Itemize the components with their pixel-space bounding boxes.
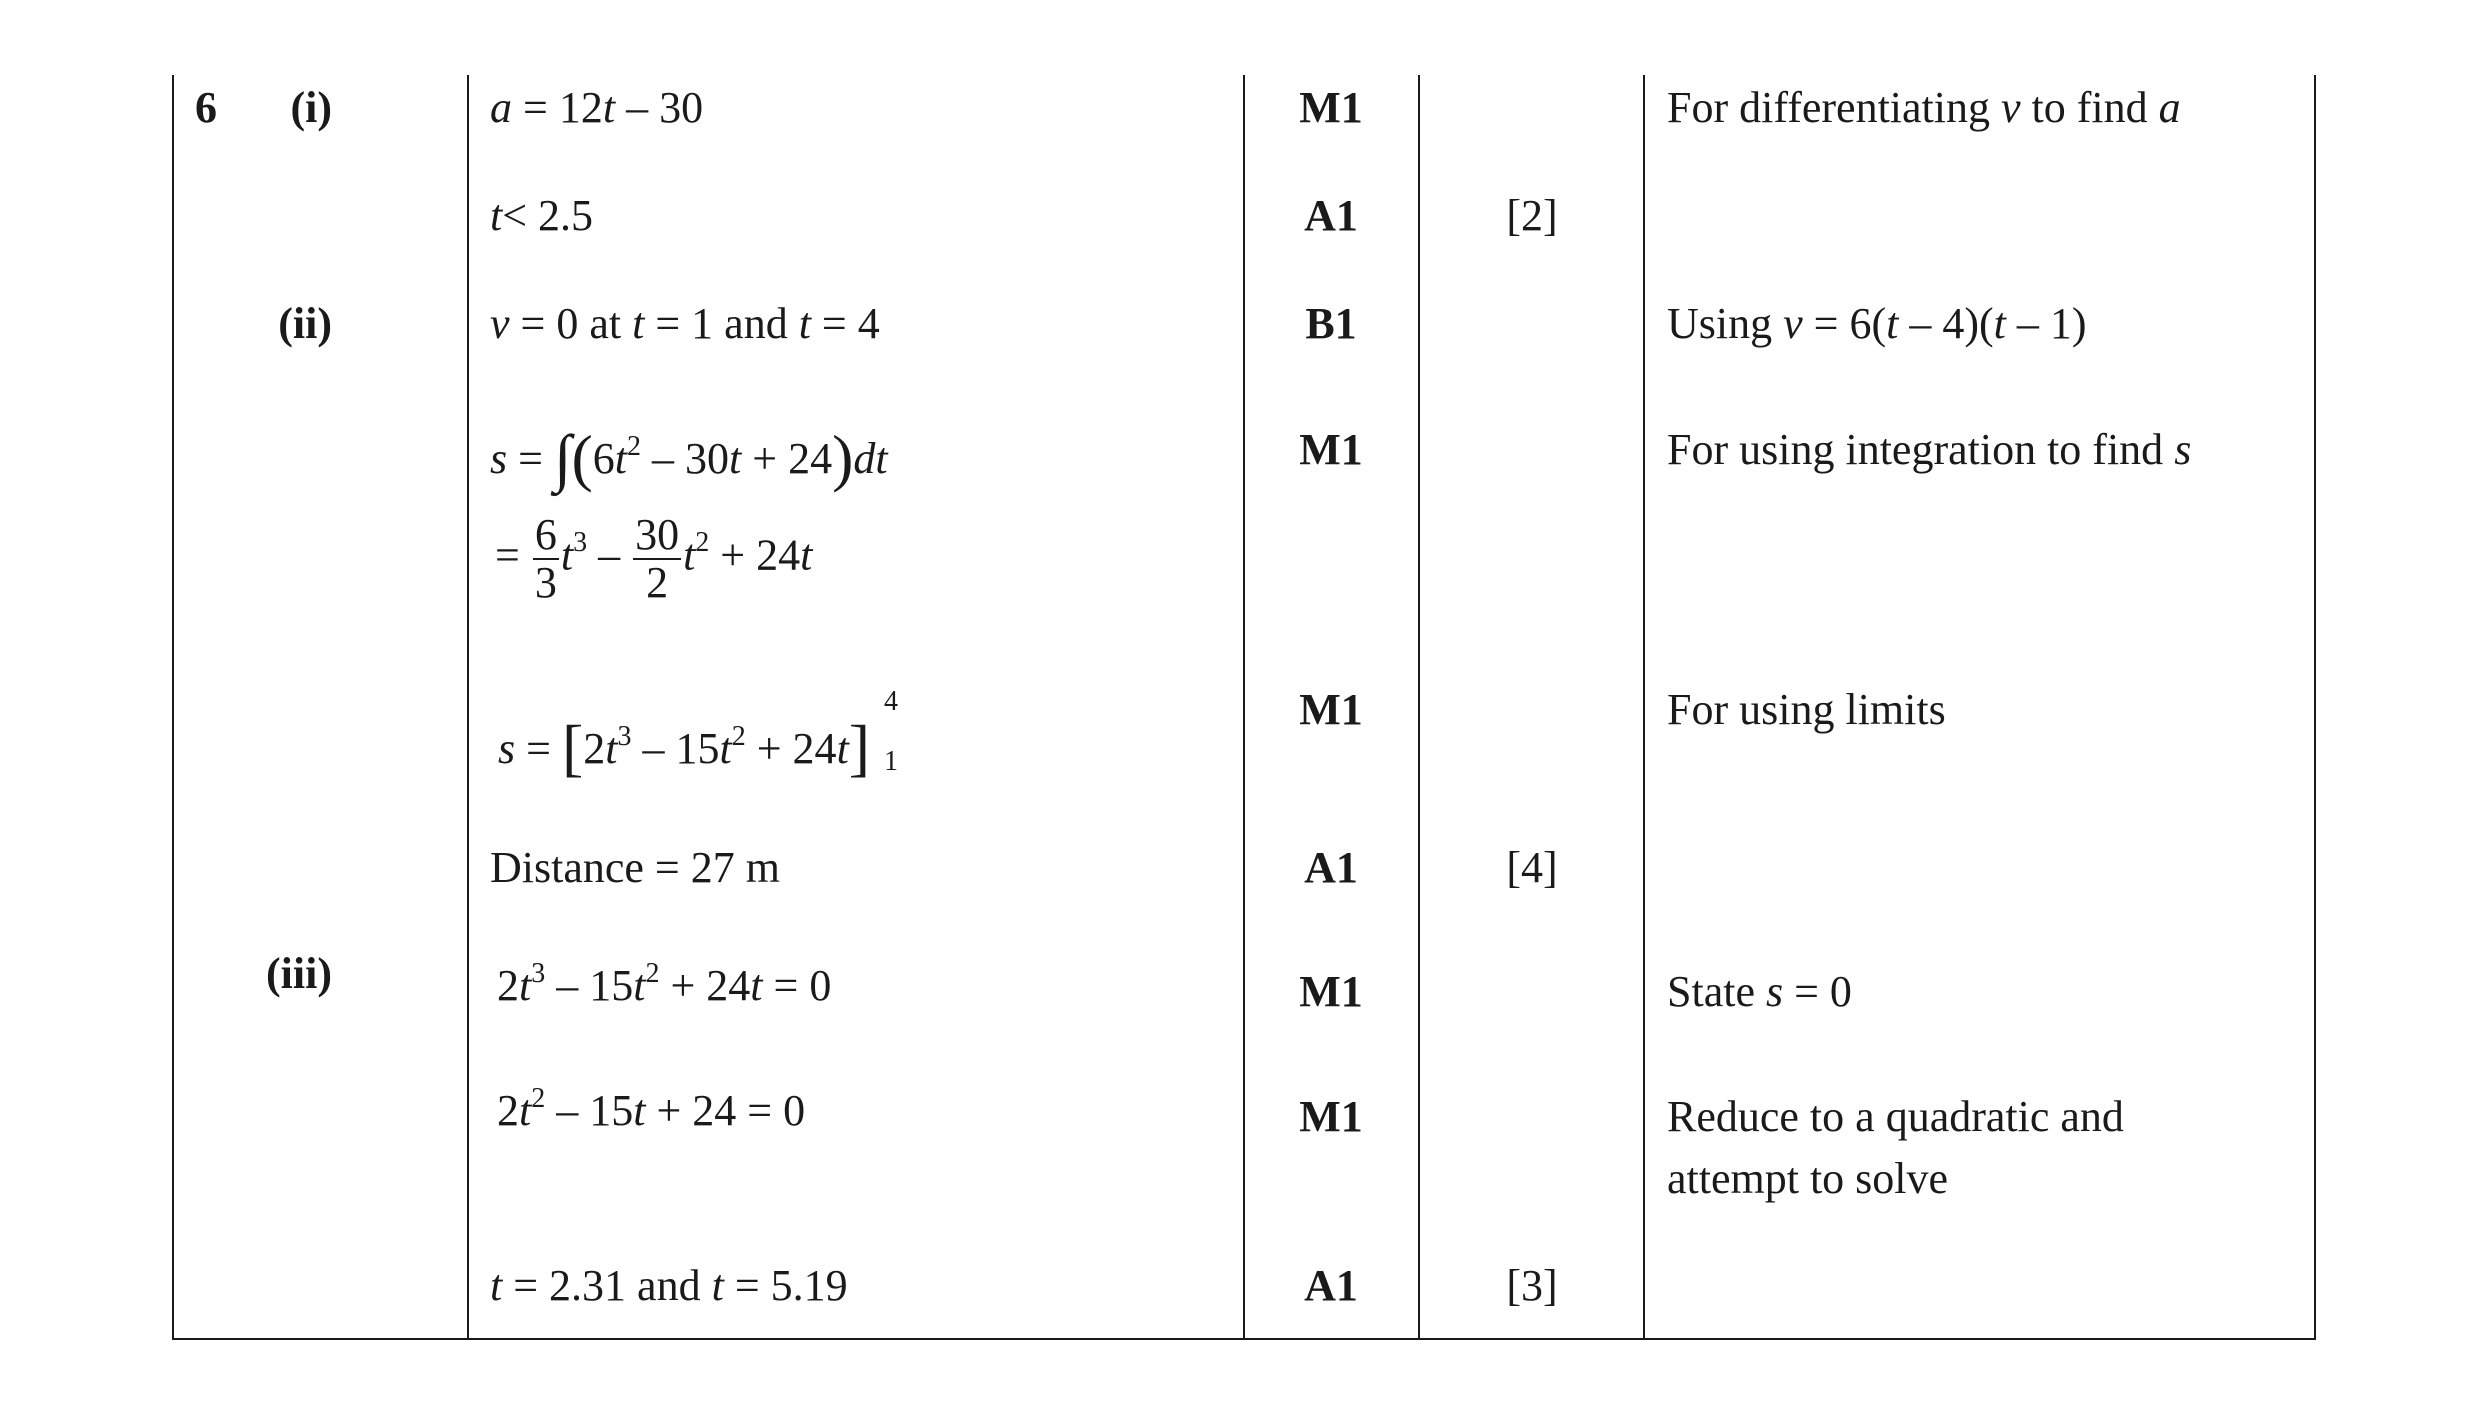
working-row-10: t = 2.31 and t = 5.19 [490, 1261, 848, 1310]
guidance-row-1: For differentiating v to find a [1667, 83, 2181, 132]
mark-row-3: B1 [1305, 299, 1357, 348]
column-divider-mark [1243, 75, 1245, 1340]
mark-row-8: M1 [1299, 967, 1363, 1016]
working-row-6-limits: $s = [2t^3 - 15t^2 + 24t]$ [498, 712, 871, 783]
table-border-right [2314, 75, 2316, 1340]
mark-row-2: A1 [1304, 191, 1358, 240]
mark-row-9: M1 [1299, 1092, 1363, 1141]
guidance-row-9-line-1: Reduce to a quadratic and [1667, 1092, 2124, 1141]
total-part-ii: [4] [1506, 843, 1558, 892]
total-part-i: [2] [1506, 191, 1558, 240]
table-border-bottom [172, 1338, 2316, 1340]
upper-limit: 4 [884, 686, 898, 717]
column-divider-total [1418, 75, 1420, 1340]
lower-limit: 1 [884, 746, 898, 777]
mark-row-4: M1 [1299, 425, 1363, 474]
column-divider-working [467, 75, 469, 1340]
working-row-2: t< 2.5 [490, 191, 594, 240]
guidance-row-4: For using integration to find s [1667, 425, 2192, 474]
guidance-row-9-line-2: attempt to solve [1667, 1154, 1949, 1203]
mark-row-1: M1 [1299, 83, 1363, 132]
mark-row-7: A1 [1304, 843, 1358, 892]
working-row-9: $2t^2 - 15t + 24 = 0$ [497, 1083, 806, 1135]
working-row-5-fractions: = $\frac{6}{3}$ $t^3$ – $\frac{30}{2}$ $t^2 + 24t$ [495, 510, 813, 608]
guidance-row-6: For using limits [1667, 685, 1946, 734]
part-label-i: (i) [290, 83, 332, 132]
working-row-4-integral: $s = \int(6t^2 - 30t + 24)dt$ [490, 422, 888, 493]
working-row-1: a = 12t – 30 [490, 83, 704, 132]
table-border-left [172, 75, 174, 1340]
column-divider-guidance [1643, 75, 1645, 1340]
total-part-iii: [3] [1506, 1261, 1558, 1310]
working-row-8: $2t^3 - 15t^2 + 24t = 0$ [497, 958, 832, 1010]
part-label-iii: (iii) [266, 949, 332, 998]
part-label-ii: (ii) [278, 299, 332, 348]
mark-row-6: M1 [1299, 685, 1363, 734]
question-number: 6 [195, 83, 217, 132]
guidance-row-3: Using v = 6(t – 4)(t – 1) [1667, 299, 2087, 348]
mark-row-10: A1 [1304, 1261, 1358, 1310]
guidance-row-8: State s = 0 [1667, 967, 1852, 1016]
working-row-7: Distance = 27 m [490, 843, 780, 892]
working-row-3: v = 0 at t = 1 and t = 4 [490, 299, 880, 348]
